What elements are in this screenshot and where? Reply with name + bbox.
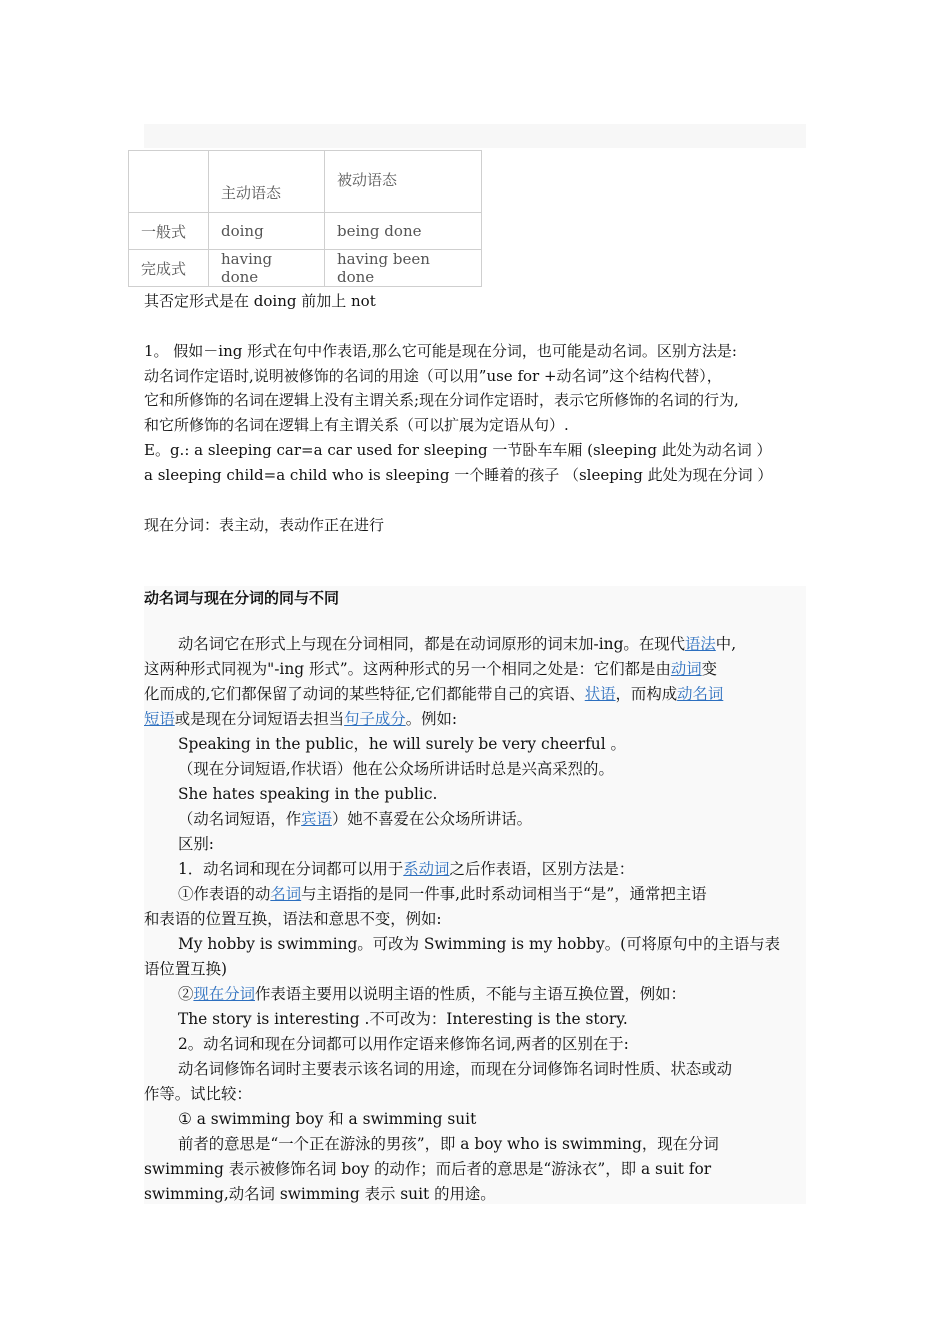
body-line xyxy=(144,682,806,707)
body-line: She hates speaking in the public. xyxy=(178,785,438,803)
body-line xyxy=(144,707,806,732)
body-line: 语位置互换) xyxy=(144,960,227,978)
body-line: 和表语的位置互换，语法和意思不变，例如: xyxy=(144,910,442,928)
body-line: （现在分词短语,作状语）他在公众场所讲话时总是兴高采烈的。 xyxy=(178,760,614,778)
text: 或是现在分词短语去担当 xyxy=(174,710,345,728)
text: 。例如: xyxy=(405,710,458,728)
text: ，而构成 xyxy=(615,685,678,703)
body-line: Speaking in the public，he will surely be very cheerful 。 xyxy=(178,735,626,753)
body-line: The story is interesting .不可改为：Interesting is the story. xyxy=(178,1010,628,1028)
example-line: a sleeping child=a child who is sleeping 一个睡着的孩子 （sleeping 此处为现在分词 ） xyxy=(144,466,773,484)
table-header-cell-passive xyxy=(325,151,482,213)
text: （动名词短语，作 xyxy=(178,810,302,828)
body-line: ① a swimming boy 和 a swimming suit xyxy=(178,1110,477,1128)
table-row xyxy=(129,213,482,250)
text: 动名词它在形式上与现在分词相同，都是在动词原形的词末加-ing。在现代 xyxy=(178,635,685,653)
body-line: My hobby is swimming。可改为 Swimming is my hobby。(可将原句中的主语与表 xyxy=(178,935,781,953)
link-object[interactable]: 宾语 xyxy=(301,810,332,828)
top-band xyxy=(144,124,806,148)
header-passive-label: 被动语态 xyxy=(337,171,398,189)
negative-form-note: 其否定形式是在 doing 前加上 not xyxy=(144,292,376,310)
text: 中, xyxy=(715,635,737,653)
link-verb[interactable]: 动词 xyxy=(670,660,702,678)
text: ①作表语的动 xyxy=(178,885,271,903)
table-header-cell-empty xyxy=(129,151,209,213)
body-line: 前者的意思是“一个正在游泳的男孩”，即 a boy who is swimming，现在分词 xyxy=(178,1135,719,1153)
table-cell: having done xyxy=(209,250,325,287)
link-grammar[interactable]: 语法 xyxy=(685,635,716,653)
link-sentence-element[interactable]: 句子成分 xyxy=(344,710,406,728)
table-cell: 一般式 xyxy=(129,213,209,250)
text: 这两种形式同视为"-ing 形式”。这两种形式的另一个相同之处是：它们都是由 xyxy=(144,660,671,678)
body-line: 作等。试比较： xyxy=(144,1085,252,1103)
link-present-participle[interactable]: 现在分词 xyxy=(193,985,255,1003)
present-participle-note: 现在分词：表主动，表动作正在进行 xyxy=(144,516,385,534)
body-line xyxy=(144,657,806,682)
body-line xyxy=(144,882,806,907)
body-line: 动名词修饰名词时主要表示该名词的用途，而现在分词修饰名词时性质、状态或动 xyxy=(178,1060,733,1078)
table-header-cell-active xyxy=(209,151,325,213)
section-body xyxy=(144,632,806,1207)
table-cell: doing xyxy=(209,213,325,250)
text: 化而成的,它们都保留了动词的某些特征,它们都能带自己的宾语、 xyxy=(144,685,585,703)
text: 1．动名词和现在分词都可以用于 xyxy=(178,860,404,878)
table-header-row xyxy=(129,151,482,213)
body-line: swimming,动名词 swimming 表示 suit 的用途。 xyxy=(144,1185,496,1203)
paragraph-line: 1。 假如－ing 形式在句中作表语,那么它可能是现在分词，也可能是动名词。区别方法是: xyxy=(144,342,737,360)
paragraph-line: 它和所修饰的名词在逻辑上没有主谓关系;现在分词作定语时，表示它所修饰的名词的行为, xyxy=(144,391,739,409)
link-noun[interactable]: 名词 xyxy=(270,885,302,903)
body-line: 2。动名词和现在分词都可以用作定语来修饰名词,两者的区别在于: xyxy=(178,1035,629,1053)
body-line xyxy=(144,807,806,832)
text: 变 xyxy=(701,660,718,678)
table-cell: 完成式 xyxy=(129,250,209,287)
body-line: swimming 表示被修饰名词 boy 的动作；而后者的意思是“游泳衣”，即 a suit for xyxy=(144,1160,712,1178)
table-cell: being done xyxy=(325,213,482,250)
text: 作表语主要用以说明主语的性质，不能与主语互换位置，例如： xyxy=(254,985,686,1003)
text: ② xyxy=(178,985,194,1003)
text: 与主语指的是同一件事,此时系动词相当于“是”，通常把主语 xyxy=(301,885,707,903)
table-row xyxy=(129,250,482,287)
link-phrase[interactable]: 短语 xyxy=(144,710,175,728)
paragraph-line: 动名词作定语时,说明被修饰的名词的用途（可以用”use for +动名词”这个结构代替）， xyxy=(144,367,722,385)
table-cell: having been done xyxy=(325,250,482,287)
section-title: 动名词与现在分词的同与不同 xyxy=(144,589,340,607)
link-gerund[interactable]: 动名词 xyxy=(677,685,724,703)
link-linking-verb[interactable]: 系动词 xyxy=(403,860,450,878)
body-line xyxy=(144,857,806,882)
paragraph-line: 和它所修饰的名词在逻辑上有主谓关系（可以扩展为定语从句）. xyxy=(144,416,569,434)
body-line: 区别: xyxy=(178,835,214,853)
header-active-label: 主动语态 xyxy=(221,184,282,202)
link-adverbial[interactable]: 状语 xyxy=(584,685,616,703)
text: 之后作表语，区别方法是： xyxy=(449,860,635,878)
body-line xyxy=(144,632,806,657)
text: ）她不喜爱在公众场所讲话。 xyxy=(331,810,533,828)
body-line xyxy=(144,982,806,1007)
gerund-forms-table xyxy=(128,150,482,287)
example-line: E。g.: a sleeping car=a car used for sleeping 一节卧车车厢 (sleeping 此处为动名词 ） xyxy=(144,441,772,459)
